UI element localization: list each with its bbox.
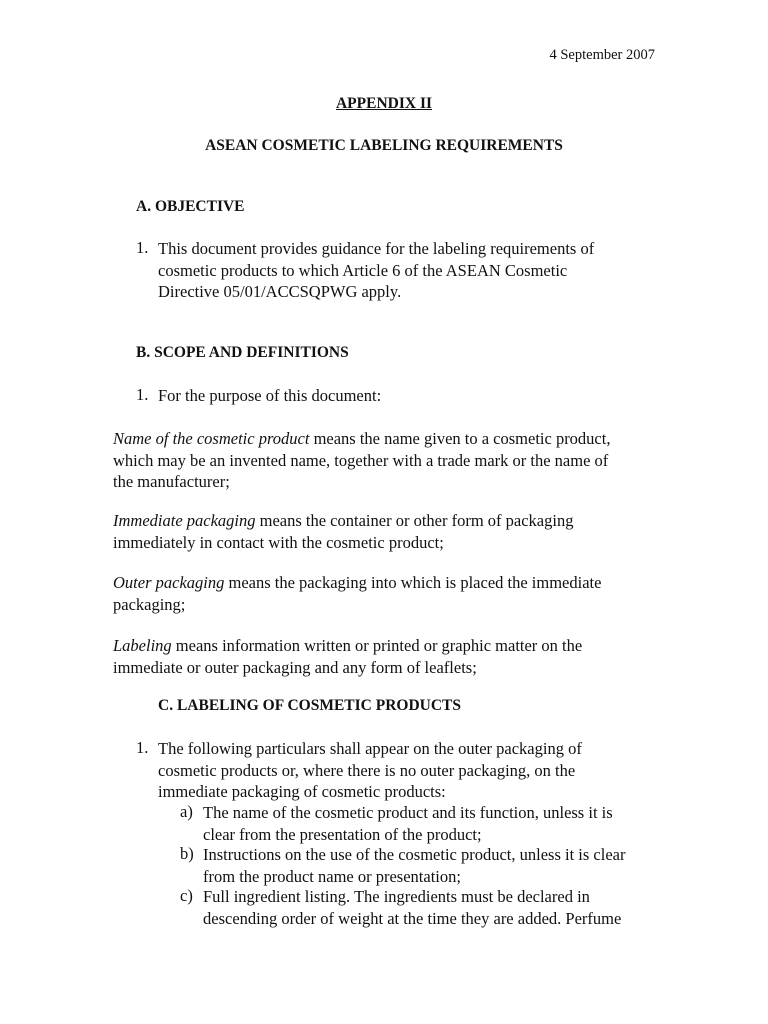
definition-immediate-packaging (113, 510, 573, 553)
section-b-item-text: For the purpose of this document: (158, 386, 382, 405)
subitem-text (203, 886, 621, 929)
text-line: The following particulars shall appear on the outer packaging of (158, 739, 582, 758)
definition-name-of-product (113, 428, 610, 493)
subitem-label: c) (180, 886, 193, 905)
text-line: This document provides guidance for the labeling requirements of (158, 239, 595, 258)
document-title: ASEAN COSMETIC LABELING REQUIREMENTS (205, 137, 563, 154)
text-line: clear from the presentation of the product; (203, 824, 482, 844)
text-line: cosmetic products or, where there is no outer packaging, on the (158, 760, 576, 780)
definition-outer-packaging (113, 572, 601, 615)
definition-first-line (113, 572, 601, 594)
definition-term: Outer packaging (113, 573, 225, 592)
text-line: packaging; (113, 594, 186, 614)
section-a-item-number: 1. (136, 238, 149, 257)
definition-text: means the name given to a cosmetic product, (309, 429, 611, 448)
text-line: The name of the cosmetic product and its function, unless it is (203, 803, 613, 822)
text-line: the manufacturer; (113, 472, 230, 491)
section-a-item-text (158, 238, 594, 303)
text-line: Instructions on the use of the cosmetic product, unless it is clear (203, 845, 626, 864)
definition-text: means the packaging into which is placed the immediate (224, 573, 602, 592)
definition-term: Name of the cosmetic product (113, 429, 310, 448)
text-line: Directive 05/01/ACCSQPWG apply. (158, 282, 402, 301)
text-line: immediately in contact with the cosmetic product; (113, 532, 444, 552)
section-c-heading: C. LABELING OF COSMETIC PRODUCTS (158, 697, 462, 714)
section-b-item-number: 1. (136, 385, 149, 404)
text-line: immediate packaging of cosmetic products: (158, 782, 446, 801)
text-line: Full ingredient listing. The ingredients must be declared in (203, 887, 590, 906)
subitem-text (203, 802, 613, 845)
definition-text: means information written or printed or graphic matter on the (171, 636, 583, 655)
subitem-label: b) (180, 844, 194, 863)
definition-term: Labeling (113, 636, 172, 655)
section-a-heading: A. OBJECTIVE (136, 198, 245, 215)
definition-text: means the container or other form of packaging (255, 511, 574, 530)
document-date: 4 September 2007 (549, 47, 655, 63)
subitem-text (203, 844, 625, 887)
subitem-label: a) (180, 802, 193, 821)
text-line: from the product name or presentation; (203, 866, 461, 886)
text-line: which may be an invented name, together with a trade mark or the name of (113, 450, 609, 470)
text-line: cosmetic products to which Article 6 of the ASEAN Cosmetic (158, 260, 568, 280)
section-c-item-text (158, 738, 582, 803)
definition-labeling (113, 635, 582, 678)
definition-first-line (113, 510, 573, 532)
section-c-item-number: 1. (136, 738, 149, 757)
definition-first-line (113, 635, 582, 657)
section-b-heading: B. SCOPE AND DEFINITIONS (136, 344, 349, 361)
appendix-label: APPENDIX II (335, 95, 433, 112)
text-line: immediate or outer packaging and any form of leaflets; (113, 657, 477, 677)
definition-term: Immediate packaging (113, 511, 256, 530)
definition-first-line (113, 428, 610, 450)
text-line: descending order of weight at the time they are added. Perfume (203, 908, 622, 928)
